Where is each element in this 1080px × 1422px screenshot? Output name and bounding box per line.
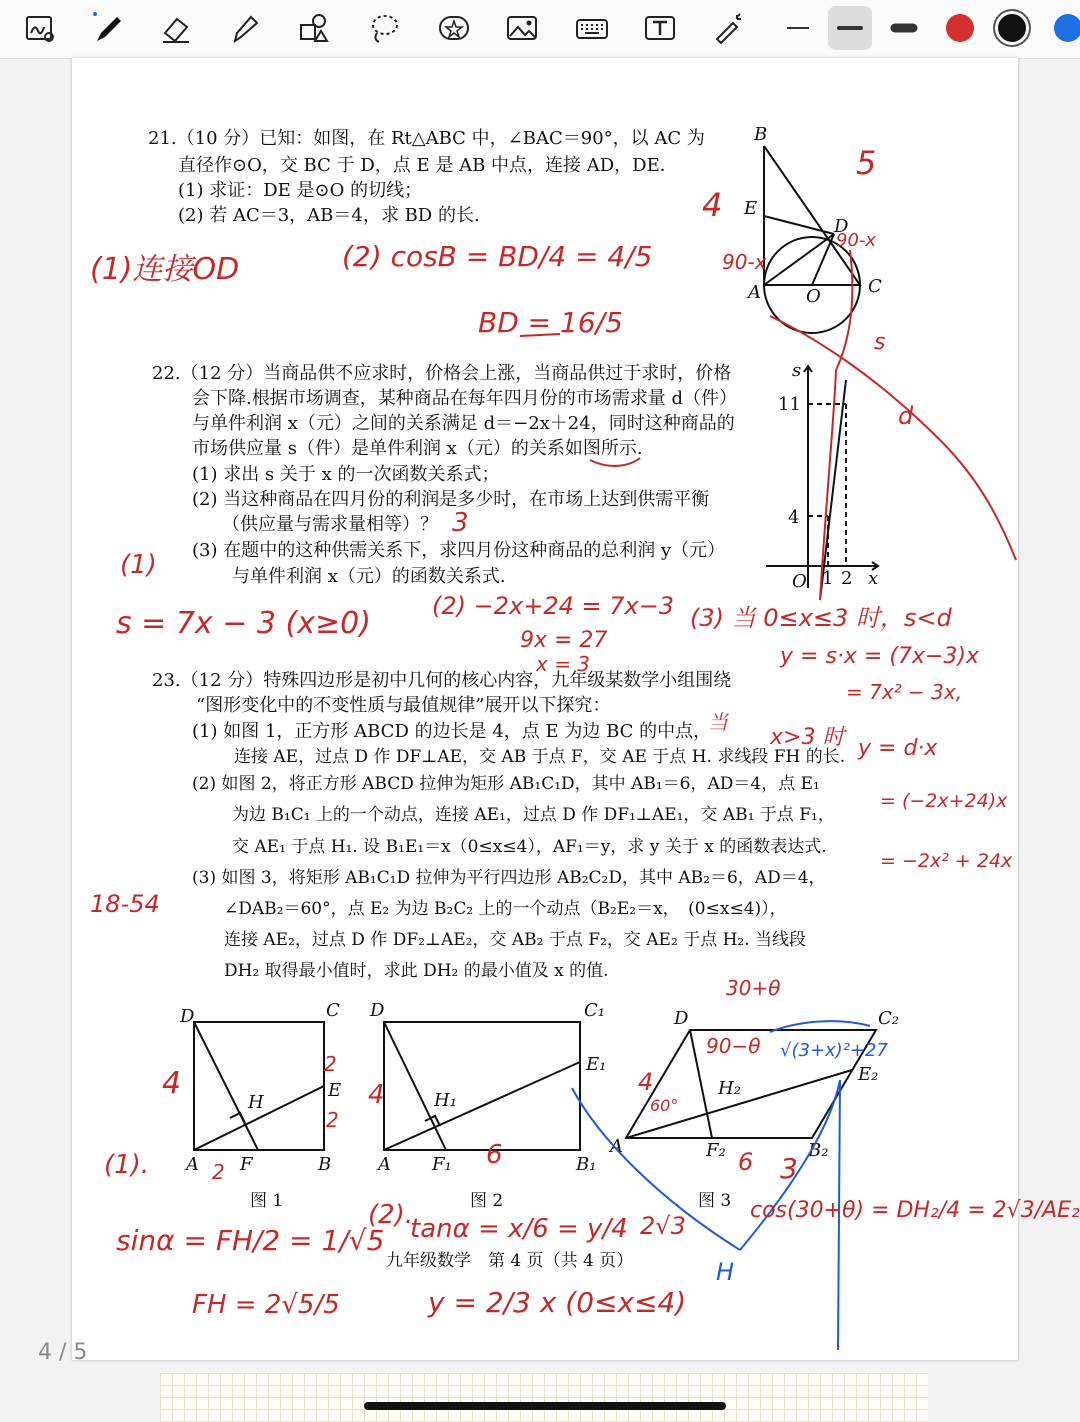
ink-f1-4: 4 (162, 1066, 182, 1101)
ink-q21-angle2: 90-x (836, 230, 877, 251)
q22-line3: 与单件利润 x（元）之间的关系满足 d＝−2x＋24，同时这种商品的 (192, 413, 735, 434)
q23-line6: 为边 B₁C₁ 上的一个动点，连接 AE₁，过点 D 作 DF₁⊥AE₁，交 AB₁ 于点 F₁， (232, 805, 835, 825)
ink-f1-fh: FH = 2√5/5 (192, 1290, 340, 1320)
ink-f3-4: 4 (638, 1068, 654, 1096)
q22-line8: (3) 在题中的这种供需关系下，求四月份这种商品的总利润 y（元） (192, 540, 726, 561)
fig1-label-c: C (326, 1000, 340, 1021)
ink-f2-p2: (2). (368, 1200, 414, 1230)
tri-label-e: E (744, 198, 758, 219)
tri-label-o: O (806, 286, 821, 307)
fig1-label-b: B (318, 1154, 332, 1175)
ink-q21-bd: BD = 16/5 (478, 306, 623, 339)
ink-q22-x3: x = 3 (536, 652, 591, 676)
ink-q22-9x: 9x = 27 (520, 628, 608, 653)
fig3-caption: 图 3 (698, 1191, 732, 1211)
page-footer: 九年级数学 第 4 页（共 4 页） (386, 1251, 634, 1271)
ink-f1-sin: sinα = FH/2 = 1/√5 (116, 1224, 385, 1257)
fig2-label-d: D (370, 1000, 385, 1021)
q22-line5: (1) 求出 s 关于 x 的一次函数关系式； (192, 464, 500, 485)
ink-f2-tan: tanα = x/6 = y/4 (410, 1214, 628, 1244)
graph-label-o: O (792, 571, 807, 592)
q23-line5: (2) 如图 2，将正方形 ABCD 拉伸为矩形 AB₁C₁D，其中 AB₁＝6，AD＝4，点 E₁ (192, 774, 820, 794)
fig2-label-c1: C₁ (584, 1000, 605, 1021)
ink-q22-y1: y = s·x = (7x−3)x (780, 644, 979, 669)
graph-label-1: 1 (822, 568, 834, 589)
ink-q22-eq: (2) −2x+24 = 7x−3 (432, 592, 675, 620)
fig1-label-a: A (186, 1154, 199, 1175)
fig2-label-a: A (378, 1154, 391, 1175)
ink-q21-5: 5 (856, 144, 877, 182)
q23-line3: (1) 如图 1，正方形 ABCD 的边长是 4，点 E 为边 BC 的中点， (192, 721, 712, 742)
q22-line7: （供应量与需求量相等）？ (222, 514, 438, 535)
q22-line2: 会下降.根据市场调查，某种商品在每年四月份的市场需求量 d（件） (192, 388, 737, 409)
q23-line4: 连接 AE，过点 D 作 DF⊥AE，交 AB 于点 F，交 AE 于点 H. 求线段 FH 的长. (234, 747, 846, 767)
q23-line1: 23.（12 分）特殊四边形是初中几何的核心内容，九年级某数学小组围绕 (152, 670, 732, 691)
ink-f3-3: 3 (780, 1152, 798, 1185)
q22-line9: 与单件利润 x（元）的函数关系式. (232, 566, 506, 587)
ink-q21-s: s (874, 330, 886, 355)
fig1-label-e: E (328, 1080, 342, 1101)
ink-q23-ydx: y = d·x (858, 736, 938, 761)
ink-f3-30theta: 30+θ (726, 976, 781, 1000)
q23-line8: (3) 如图 3，将矩形 AB₁C₁D 拉伸为平行四边形 AB₂C₂D，其中 AB₂＝6，AD＝4， (192, 868, 826, 888)
fig1-label-h: H (248, 1092, 264, 1113)
fig3-label-e2: E₂ (858, 1064, 879, 1085)
ink-f1-p1: (1). (104, 1150, 150, 1180)
ink-q21-step1: (1)连接OD (90, 252, 240, 287)
q22-line1: 22.（12 分）当商品供不应求时，价格会上涨，当商品供过于求时，价格 (152, 363, 732, 384)
q23-line2: “图形变化中的不变性质与最值规律”展开以下探究： (196, 695, 611, 716)
ink-f3-90theta: 90−θ (706, 1034, 761, 1058)
fig2-caption: 图 2 (470, 1191, 504, 1211)
ink-f1-2a: 2 (324, 1052, 337, 1076)
fig1-label-f: F (240, 1154, 253, 1175)
ink-q23-dang: 当 (708, 710, 728, 734)
fig2-label-f1: F₁ (432, 1154, 452, 1175)
q23-line11: DH₂ 取得最小值时，求此 DH₂ 的最小值及 x 的值. (224, 961, 609, 981)
fig1-caption: 图 1 (250, 1191, 284, 1211)
graph-label-4: 4 (788, 507, 800, 528)
ink-f2-4: 4 (368, 1080, 385, 1110)
ink-f3-6: 6 (738, 1148, 754, 1176)
fig2-label-h1: H₁ (434, 1090, 457, 1111)
ink-q21-cos: (2) cosB = BD/4 = 4/5 (342, 240, 653, 273)
ink-q23-expr: = (−2x+24)x (880, 790, 1008, 812)
ink-q23-18-54: 18-54 (90, 890, 160, 918)
tri-label-b: B (754, 124, 768, 145)
ink-q23-x3: x>3 时 (770, 725, 845, 750)
q21-line3: (1) 求证：DE 是⊙O 的切线； (178, 180, 423, 201)
tri-label-c: C (868, 276, 882, 297)
ink-f2-6: 6 (486, 1140, 503, 1170)
q21-line2: 直径作⊙O，交 BC 于 D，点 E 是 AB 中点，连接 AD，DE． (178, 155, 678, 176)
ink-f1-2c: 2 (212, 1160, 225, 1184)
q22-line4: 市场供应量 s（件）是单件利润 x（元）的关系如图所示. (192, 438, 643, 459)
graph-label-2: 2 (841, 568, 853, 589)
graph-label-11: 11 (778, 394, 801, 415)
q22-line6: (2) 当这种商品在四月份的利润是多少时，在市场上达到供需平衡 (192, 489, 710, 510)
fig2-label-b1: B₁ (576, 1154, 597, 1175)
q23-line7: 交 AE₁ 于点 H₁. 设 B₁E₁＝x（0≤x≤4），AF₁＝y，求 y 关于 x 的函数表达式. (232, 837, 827, 857)
ink-q21-angle1: 90-x (722, 250, 767, 274)
ink-f3-h: H (716, 1258, 735, 1286)
ink-q21-d: d (898, 402, 914, 430)
fig3-label-c2: C₂ (878, 1008, 899, 1029)
q21-line4: (2) 若 AC＝3，AB＝4，求 BD 的长. (178, 205, 480, 226)
ink-f3-cos: cos(30+θ) = DH₂/4 = 2√3/AE₂ (750, 1198, 1080, 1223)
ink-q22-s: s = 7x − 3 (x≥0) (116, 606, 371, 641)
graph-label-x: x (868, 568, 879, 589)
q23-line10: 连接 AE₂，过点 D 作 DF₂⊥AE₂，交 AB₂ 于点 F₂，交 AE₂ 于点 H₂. 当线段 (224, 930, 807, 950)
ink-f1-2b: 2 (326, 1108, 339, 1132)
fig1-label-d: D (180, 1006, 195, 1027)
ink-f3-sqrt: √(3+x)²+27 (780, 1040, 888, 1061)
ink-q22-3: 3 (452, 508, 469, 538)
ink-q22-y2: = 7x² − 3x, (846, 680, 963, 704)
graph-label-s: s (792, 360, 802, 381)
fig2-label-e1: E₁ (586, 1054, 607, 1075)
page-indicator: 4 / 5 (38, 1340, 88, 1365)
q23-line9: ∠DAB₂＝60°，点 E₂ 为边 B₂C₂ 上的一个动点（B₂E₂＝x， (0≤x≤4)）， (224, 899, 787, 919)
fig3-label-h2: H₂ (718, 1078, 741, 1099)
next-page-preview[interactable] (160, 1373, 928, 1422)
tri-label-a: A (748, 282, 761, 303)
fig3-label-f2: F₂ (706, 1140, 726, 1161)
ink-q22-p3: (3) 当 0≤x≤3 时，s<d (690, 604, 952, 632)
q21-line1: 21.（10 分）已知：如图，在 Rt△ABC 中，∠BAC＝90°，以 AC 为 (148, 128, 705, 149)
ink-q23-expr2: = −2x² + 24x (880, 850, 1013, 872)
ink-q21-4: 4 (702, 186, 723, 224)
ink-f3-60: 60° (650, 1096, 679, 1115)
fig3-label-d: D (674, 1008, 689, 1029)
ink-f2-y: y = 2/3 x (0≤x≤4) (428, 1286, 687, 1319)
tri-label-d: D (834, 216, 849, 237)
ink-q22-p1: (1) (120, 550, 157, 580)
ink-f3-2root3: 2√3 (640, 1212, 686, 1240)
fig3-label-a: A (610, 1136, 623, 1157)
fig3-label-b2: B₂ (808, 1140, 829, 1161)
home-indicator[interactable] (364, 1402, 726, 1410)
